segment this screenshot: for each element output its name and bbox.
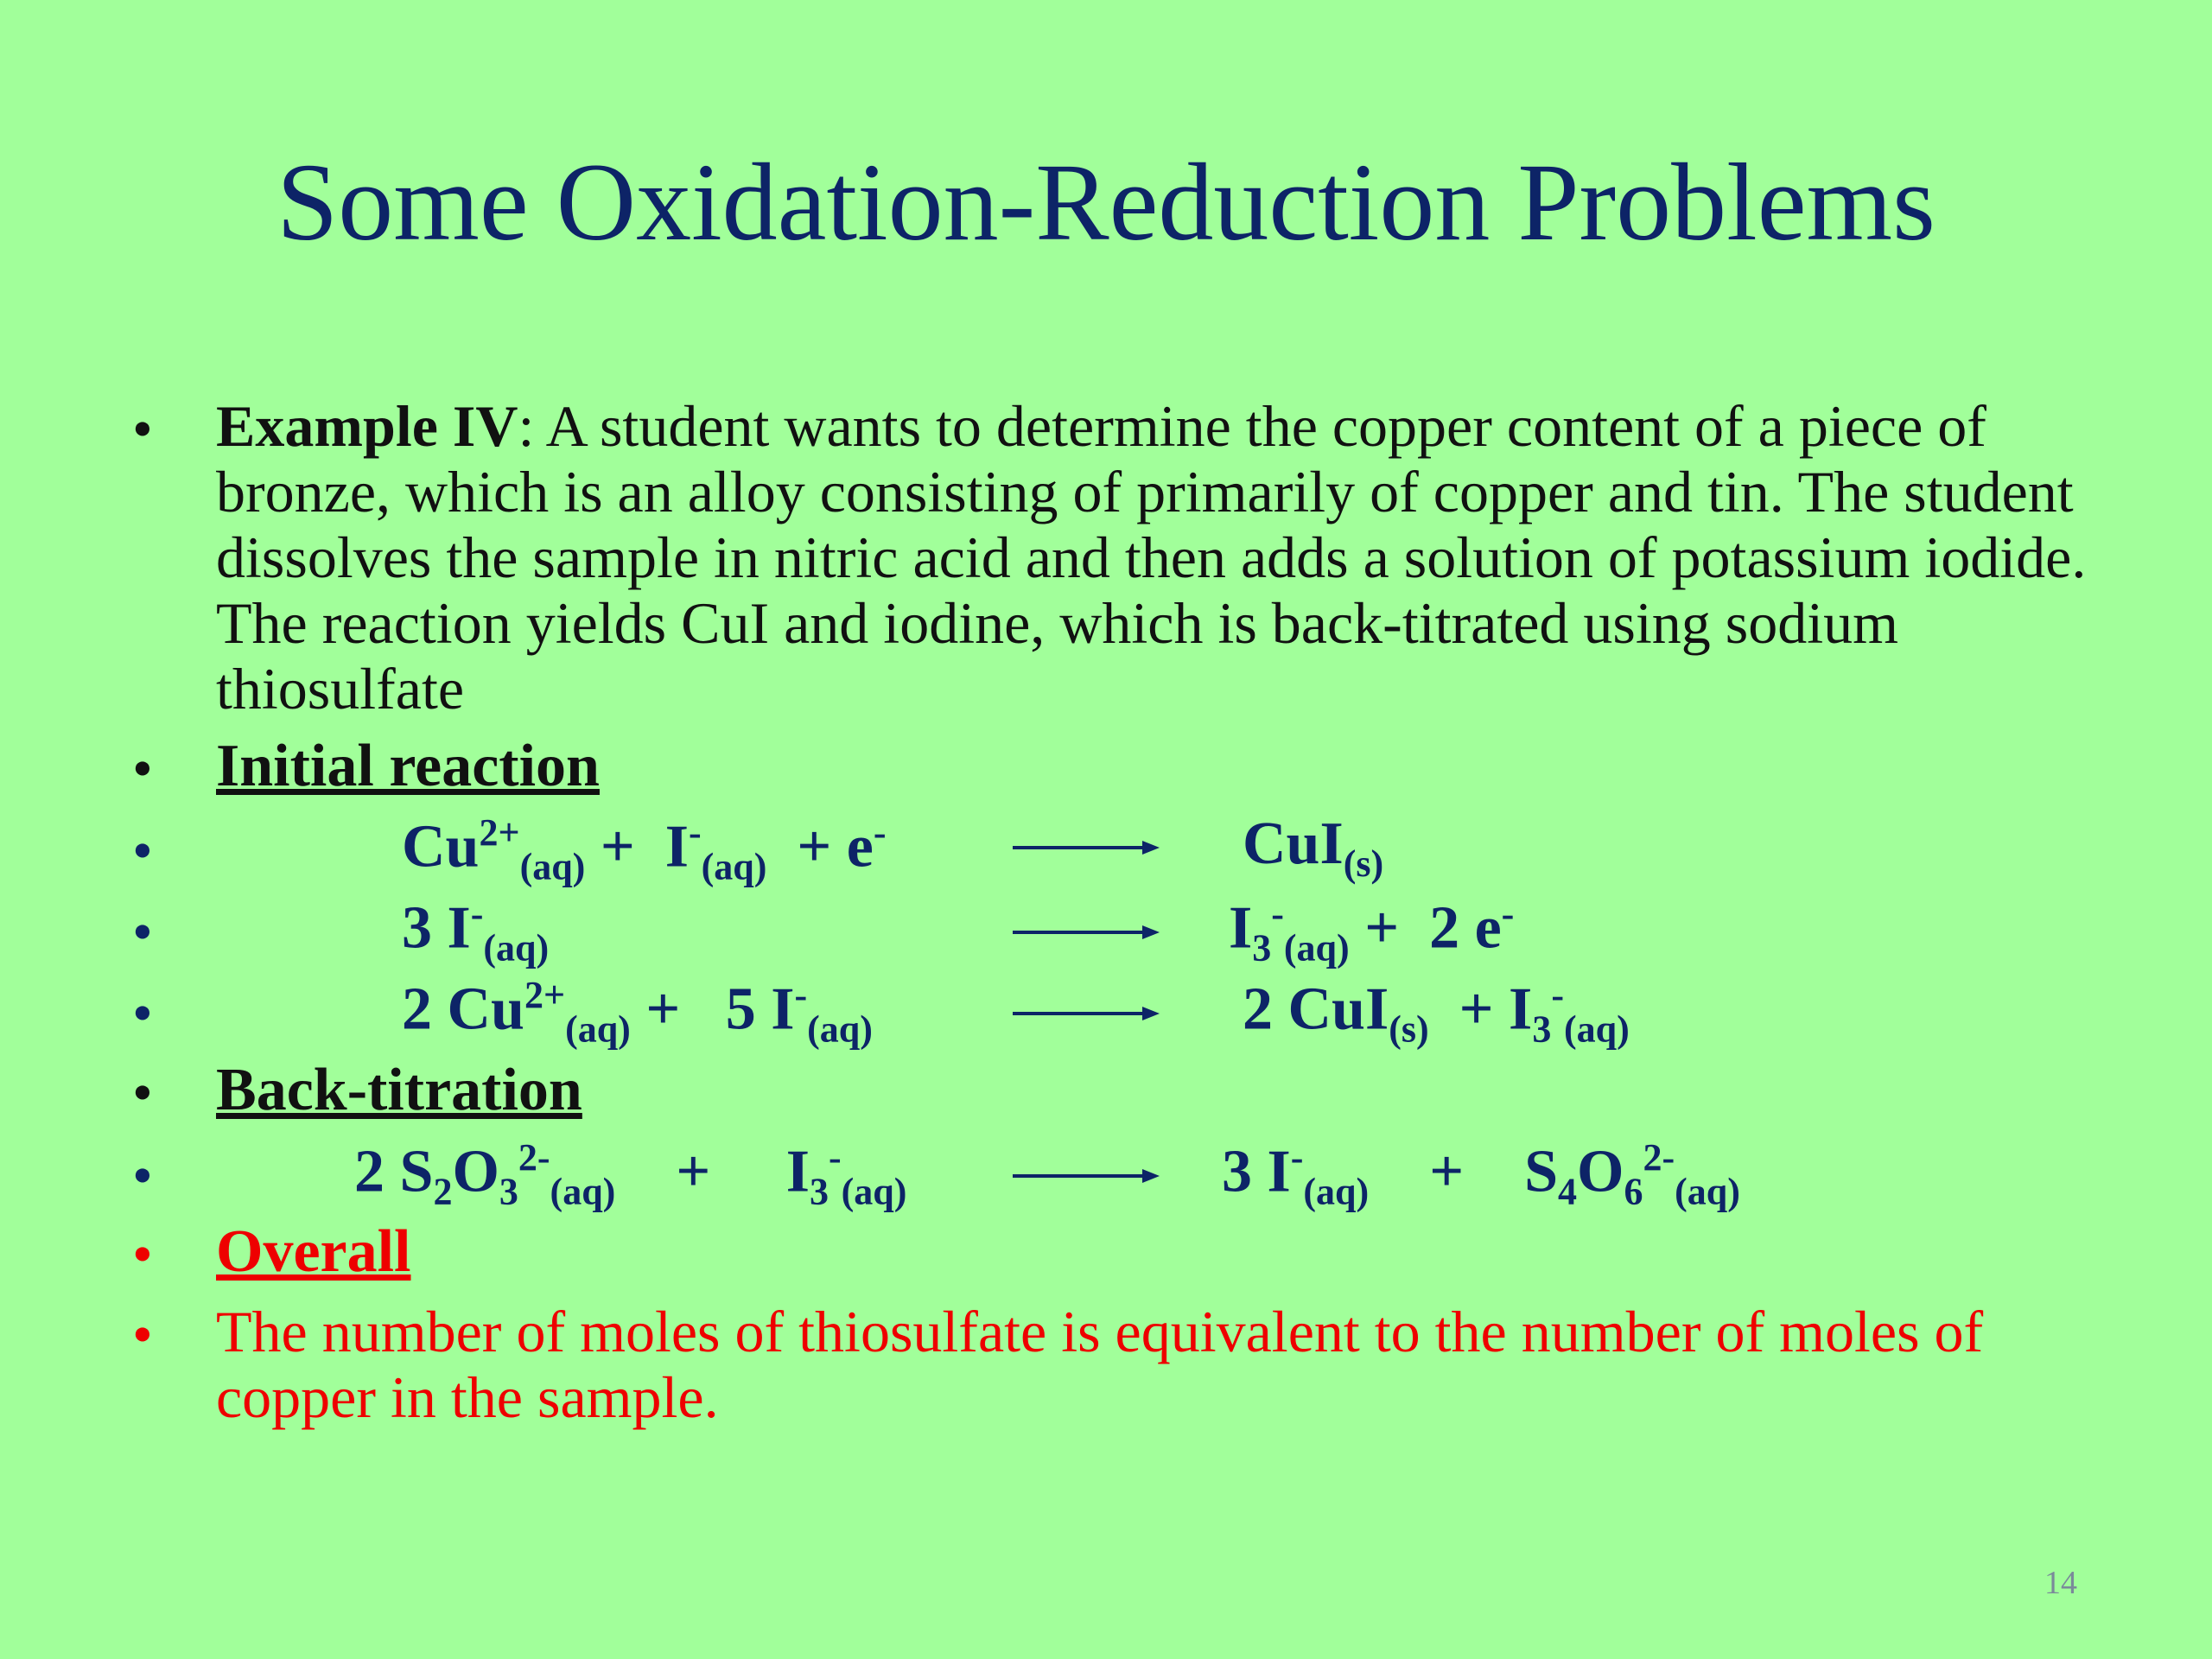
page-number: 14 [2044, 1565, 2077, 1601]
eq2-arrow-icon [1013, 919, 1160, 945]
eq4-products: 3 $I^-_{(aq)}$ + $S_4O_6^{2-}_{(aq)}$ [1222, 1136, 1740, 1213]
eq3-products: 2 $CuI_{(s)} + I_3^-_{(aq)}$ [1243, 974, 1630, 1051]
bullet-eq2: • [132, 899, 153, 964]
eq2-products: $I_3^-_{(aq)} + 2$ e- [1229, 893, 1515, 969]
eq2-reactants: 3 $I^-_{(aq)}$ [402, 893, 550, 969]
bullet-example: • [132, 396, 153, 461]
example-paragraph [216, 393, 2100, 721]
eq3-arrow-icon [1013, 1001, 1160, 1027]
bullet-overall-text: • [132, 1301, 153, 1367]
slide-title: Some Oxidation-Reduction Problems [276, 141, 1936, 264]
initial-reaction-heading: Initial reaction [216, 733, 600, 799]
eq4-reactants: 2 $S_2O_3^{2-}_{(aq)}$ + $I_3^-_{(aq)}$ [354, 1136, 907, 1213]
bullet-eq4: • [132, 1142, 153, 1208]
eq1-reactants: $Cu^{2+}_{(aq)} + I^-_{(aq)} + e^-$ [402, 811, 887, 888]
bullet-eq1: • [132, 817, 153, 883]
example-label: Example IV [216, 393, 518, 459]
bullet-eq3: • [132, 980, 153, 1046]
eq3-reactants: 2 $Cu^{2+}_{(aq)}$ + 5 $I^-_{(aq)}$ [402, 974, 873, 1051]
bullet-back: • [132, 1059, 153, 1125]
eq1-product: CuI$_{(s)}$ [1243, 810, 1384, 885]
back-titration-heading: Back-titration [216, 1057, 582, 1123]
bullet-initial: • [132, 735, 153, 801]
eq1-arrow-icon [1013, 835, 1160, 861]
overall-heading: Overall [216, 1218, 411, 1285]
example-text: : A student wants to determine the copper content of a piece of bronze, which is an alloy consisting of primarily of copper and tin. The student dissolves the sample in nitric acid and then adds a solution of potassium iodide. The reaction yields CuI and iodine, which is back-titrated using sodium thiosulfate [216, 393, 2087, 721]
overall-text: The number of moles of thiosulfate is equivalent to the number of moles of copper in the sample. [216, 1299, 1984, 1430]
bullet-overall: • [132, 1221, 153, 1287]
eq4-arrow-icon [1013, 1163, 1160, 1189]
